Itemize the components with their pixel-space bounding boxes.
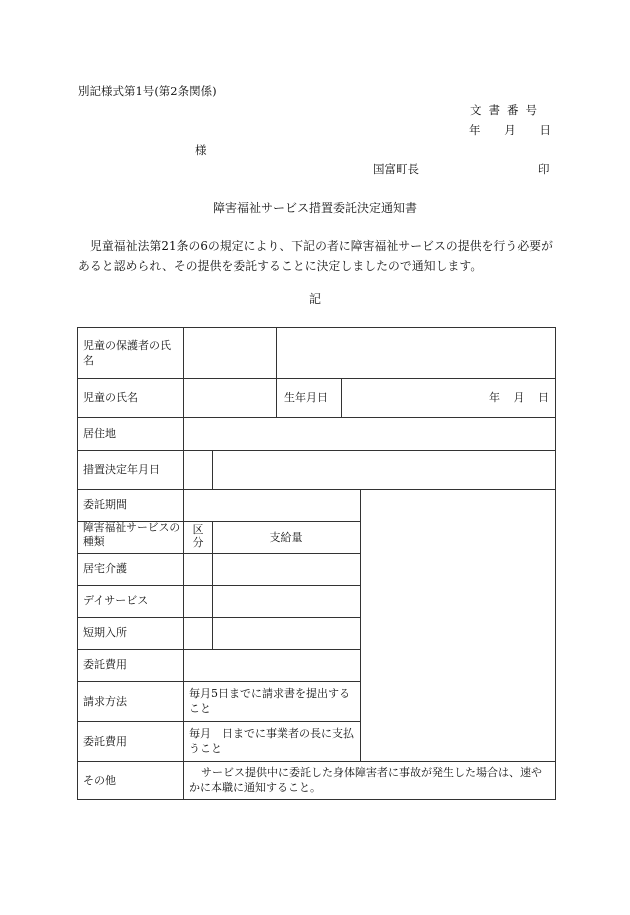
birth-month-label: 月: [513, 391, 525, 404]
table-rule: [341, 378, 342, 417]
birth-day-label: 日: [538, 391, 549, 404]
issue-date-line: [469, 123, 551, 137]
table-rule: [78, 378, 555, 379]
period-label: 委託期間: [83, 498, 127, 511]
table-rule: [360, 489, 361, 761]
notice-body: 児童福祉法第21条の6の規定により、下記の者に障害福祉サービスの提供を行う必要があると認められ、その提供を委託することに決定しましたので通知します。: [78, 239, 554, 273]
billing-method-value: 毎月5日までに請求書を提出すること: [189, 687, 350, 715]
short-stay-label: 短期入所: [83, 626, 127, 639]
child-name-label: 児童の氏名: [83, 391, 138, 404]
decision-date-label: 措置決定年月日: [83, 463, 160, 476]
other-value: サービス提供中に委託した身体障害者に事故が発生した場合は、速やかに本職に通知すること。: [189, 766, 542, 794]
addressee-suffix: 様: [195, 143, 207, 157]
home-care-label: 居宅介護: [83, 562, 127, 575]
table-rule: [78, 417, 555, 418]
form-style-label: 別記様式第1号(第2条関係): [78, 84, 217, 98]
issue-month-label: 月: [504, 123, 516, 137]
table-rule: [78, 489, 555, 490]
birthdate-label: 生年月日: [284, 391, 328, 404]
ki-heading: 記: [308, 292, 321, 306]
birth-year-label: 年: [489, 391, 500, 404]
issue-day-label: 日: [539, 123, 551, 137]
commission-fee2-value: 毎月 日までに事業者の長に支払うこと: [189, 727, 354, 755]
commission-fee-label: 委託費用: [83, 658, 127, 671]
notice-table: [77, 327, 556, 800]
commission-fee2-label: 委託費用: [83, 735, 127, 748]
table-rule: [78, 585, 360, 586]
birthdate-value: [489, 390, 549, 405]
table-rule: [78, 450, 555, 451]
guardian-name-label: 児童の保護者の氏名: [83, 339, 171, 367]
issuer-name: 国富町長: [373, 162, 419, 176]
residence-label: 居住地: [83, 427, 116, 440]
day-service-label: デイサービス: [83, 594, 149, 607]
document-title: 障害福祉サービス措置委託決定通知書: [212, 201, 417, 215]
other-label: その他: [83, 774, 116, 787]
table-rule: [78, 553, 360, 554]
table-rule: [78, 617, 360, 618]
table-rule: [78, 761, 555, 762]
table-rule: [78, 681, 360, 682]
supply-amount-label: 支給量: [269, 531, 303, 544]
billing-method-label: 請求方法: [83, 695, 127, 708]
issue-year-label: 年: [469, 123, 481, 137]
seal-mark: 印: [538, 162, 550, 176]
table-rule: [78, 649, 360, 650]
table-rule: [78, 721, 360, 722]
document-number-label: 文書番号: [470, 103, 544, 117]
service-type-label: 障害福祉サービスの種類: [83, 521, 181, 548]
table-rule: [183, 328, 184, 799]
table-rule: [276, 328, 277, 417]
category-label: 区分: [192, 523, 204, 549]
table-rule: [212, 450, 213, 489]
